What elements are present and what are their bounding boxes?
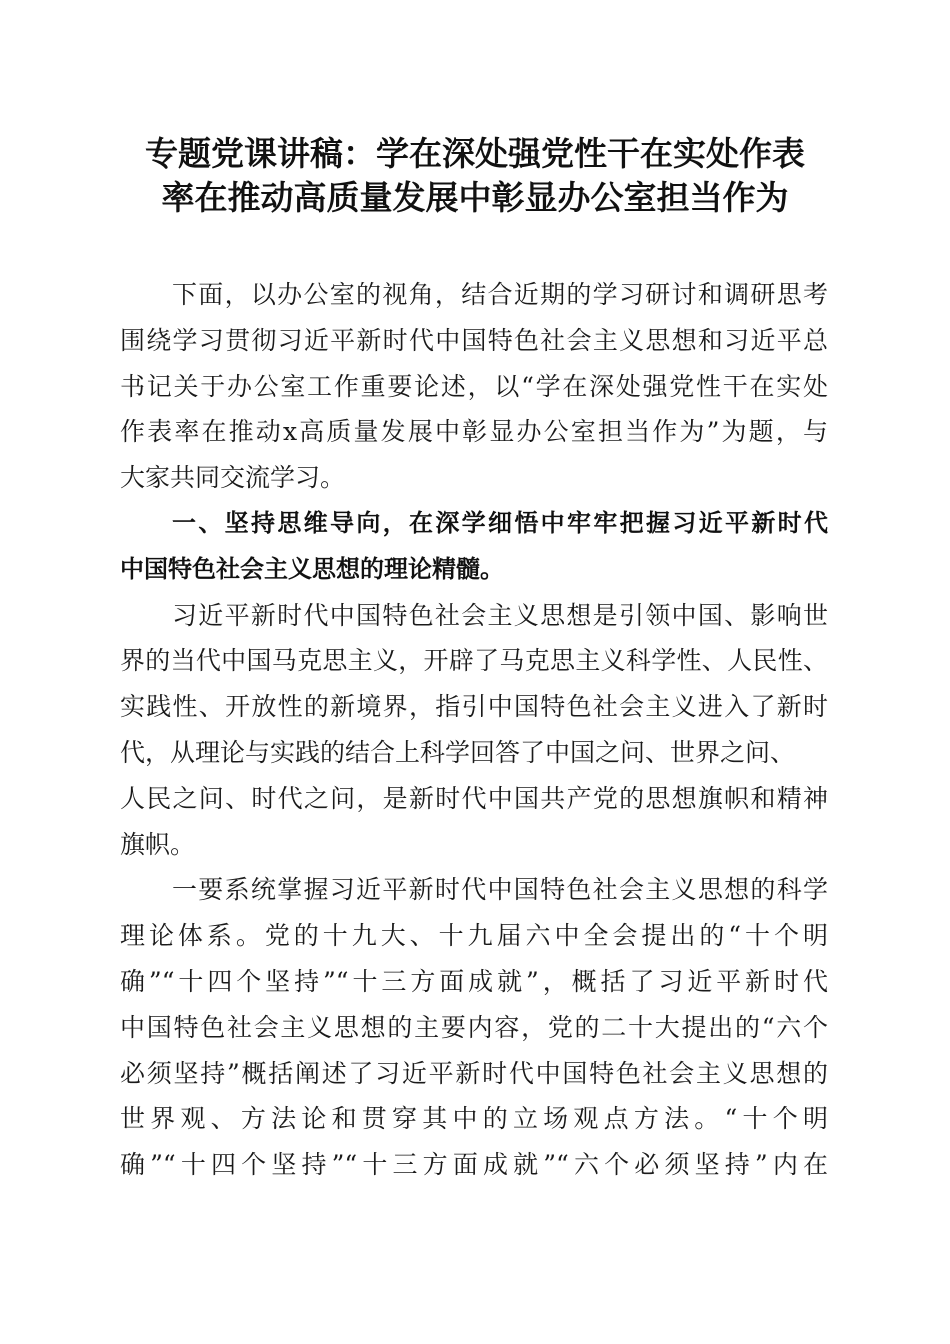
title-line-2: 率在推动高质量发展中彰显办公室担当作为	[161, 178, 789, 217]
paragraph-line: 中国特色社会主义思想的主要内容，党的二十大提出的“六个	[120, 1012, 828, 1042]
paragraph-line: 作表率在推动x高质量发展中彰显办公室担当作为”为题，与	[120, 417, 828, 447]
heading-line: 中国特色社会主义思想的理论精髓。	[120, 554, 504, 583]
paragraph-line: 围绕学习贯彻习近平新时代中国特色社会主义思想和习近平总	[120, 325, 828, 355]
paragraph-line: 代，从理论与实践的结合上科学回答了中国之问、世界之问、	[120, 737, 796, 767]
body-paragraph	[120, 867, 828, 1188]
paragraph-line: 实践性、开放性的新境界，指引中国特色社会主义进入了新时	[120, 692, 828, 722]
paragraph-line: 必须坚持”概括阐述了习近平新时代中国特色社会主义思想的	[120, 1058, 828, 1088]
paragraph-line: 习近平新时代中国特色社会主义思想是引领中国、影响世	[172, 600, 828, 630]
paragraph-line: 旗帜。	[120, 829, 196, 859]
heading-line: 一、坚持思维导向，在深学细悟中牢牢把握习近平新时代	[172, 508, 828, 537]
paragraph-line: 理论体系。党的十九大、十九届六中全会提出的“十个明	[120, 921, 828, 951]
document-body	[120, 272, 828, 1188]
paragraph-line: 界的当代中国马克思主义，开辟了马克思主义科学性、人民性、	[120, 646, 828, 676]
paragraph-line: 一要系统掌握习近平新时代中国特色社会主义思想的科学	[172, 875, 828, 905]
intro-paragraph	[120, 272, 828, 501]
paragraph-line: 人民之问、时代之问，是新时代中国共产党的思想旗帜和精神	[120, 783, 828, 813]
paragraph-line: 书记关于办公室工作重要论述，以“学在深处强党性干在实处	[120, 371, 828, 401]
document-title	[100, 132, 850, 220]
body-paragraph	[120, 593, 828, 868]
title-line-1: 专题党课讲稿：学在深处强党性干在实处作表	[145, 134, 805, 173]
paragraph-line: 确”“十四个坚持”“十三方面成就”“六个必须坚持”内在	[120, 1150, 828, 1180]
paragraph-line: 确”“十四个坚持”“十三方面成就”，概括了习近平新时代	[120, 966, 828, 996]
paragraph-line: 下面，以办公室的视角，结合近期的学习研讨和调研思考	[172, 280, 828, 309]
paragraph-line: 世界观、方法论和贯穿其中的立场观点方法。“十个明	[120, 1104, 828, 1134]
paragraph-line: 大家共同交流学习。	[120, 463, 346, 493]
section-heading	[120, 501, 828, 593]
